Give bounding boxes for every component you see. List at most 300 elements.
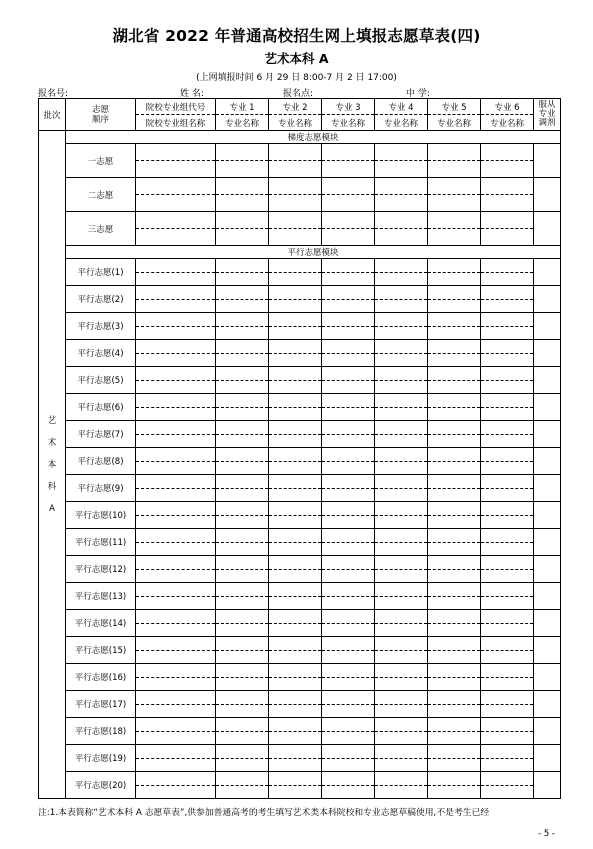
major-name-field[interactable]	[322, 542, 375, 556]
major-name-field[interactable]	[375, 380, 428, 394]
major-code-field[interactable]	[269, 556, 322, 570]
major-name-field[interactable]	[322, 272, 375, 286]
major-name-field[interactable]	[269, 542, 322, 556]
major-name-field[interactable]	[269, 785, 322, 799]
adjust-field[interactable]	[534, 340, 561, 367]
major-code-field[interactable]	[428, 772, 481, 786]
major-code-field[interactable]	[216, 529, 269, 543]
major-name-field[interactable]	[375, 272, 428, 286]
major-name-field[interactable]	[481, 758, 534, 772]
group-code-field[interactable]	[136, 313, 216, 327]
major-code-field[interactable]	[269, 529, 322, 543]
major-name-field[interactable]	[428, 434, 481, 448]
group-code-field[interactable]	[136, 212, 216, 229]
major-code-field[interactable]	[269, 313, 322, 327]
major-name-field[interactable]	[375, 299, 428, 313]
major-name-field[interactable]	[216, 623, 269, 637]
major-code-field[interactable]	[216, 475, 269, 489]
adjust-field[interactable]	[534, 637, 561, 664]
major-code-field[interactable]	[269, 286, 322, 300]
major-name-field[interactable]	[481, 299, 534, 313]
group-code-field[interactable]	[136, 502, 216, 516]
group-name-field[interactable]	[136, 758, 216, 772]
major-code-field[interactable]	[322, 664, 375, 678]
group-name-field[interactable]	[136, 650, 216, 664]
major-name-field[interactable]	[375, 515, 428, 529]
group-name-field[interactable]	[136, 195, 216, 212]
major-name-field[interactable]	[428, 785, 481, 799]
major-code-field[interactable]	[269, 448, 322, 462]
major-name-field[interactable]	[481, 542, 534, 556]
major-name-field[interactable]	[216, 704, 269, 718]
major-name-field[interactable]	[428, 461, 481, 475]
group-name-field[interactable]	[136, 623, 216, 637]
major-name-field[interactable]	[428, 569, 481, 583]
major-name-field[interactable]	[269, 650, 322, 664]
major-code-field[interactable]	[269, 772, 322, 786]
adjust-field[interactable]	[534, 448, 561, 475]
group-code-field[interactable]	[136, 340, 216, 354]
major-name-field[interactable]	[428, 677, 481, 691]
adjust-field[interactable]	[534, 691, 561, 718]
major-code-field[interactable]	[322, 637, 375, 651]
group-name-field[interactable]	[136, 596, 216, 610]
major-code-field[interactable]	[481, 718, 534, 732]
major-name-field[interactable]	[216, 542, 269, 556]
major-code-field[interactable]	[481, 610, 534, 624]
major-code-field[interactable]	[322, 718, 375, 732]
major-code-field[interactable]	[322, 178, 375, 195]
major-name-field[interactable]	[428, 407, 481, 421]
major-name-field[interactable]	[216, 195, 269, 212]
major-code-field[interactable]	[322, 259, 375, 273]
major-name-field[interactable]	[269, 731, 322, 745]
major-name-field[interactable]	[428, 195, 481, 212]
major-code-field[interactable]	[216, 610, 269, 624]
major-name-field[interactable]	[428, 623, 481, 637]
major-name-field[interactable]	[428, 542, 481, 556]
major-name-field[interactable]	[269, 326, 322, 340]
major-code-field[interactable]	[481, 313, 534, 327]
major-code-field[interactable]	[216, 394, 269, 408]
group-code-field[interactable]	[136, 367, 216, 381]
major-code-field[interactable]	[375, 664, 428, 678]
major-name-field[interactable]	[375, 731, 428, 745]
adjust-field[interactable]	[534, 212, 561, 246]
major-code-field[interactable]	[216, 583, 269, 597]
major-name-field[interactable]	[428, 650, 481, 664]
major-code-field[interactable]	[481, 212, 534, 229]
major-name-field[interactable]	[216, 326, 269, 340]
adjust-field[interactable]	[534, 144, 561, 178]
major-code-field[interactable]	[216, 144, 269, 161]
major-code-field[interactable]	[481, 556, 534, 570]
major-code-field[interactable]	[216, 502, 269, 516]
major-code-field[interactable]	[269, 691, 322, 705]
major-code-field[interactable]	[481, 664, 534, 678]
adjust-field[interactable]	[534, 502, 561, 529]
major-code-field[interactable]	[375, 475, 428, 489]
group-name-field[interactable]	[136, 434, 216, 448]
major-name-field[interactable]	[269, 353, 322, 367]
group-name-field[interactable]	[136, 380, 216, 394]
major-code-field[interactable]	[375, 367, 428, 381]
major-name-field[interactable]	[481, 461, 534, 475]
major-name-field[interactable]	[322, 623, 375, 637]
major-name-field[interactable]	[269, 195, 322, 212]
major-code-field[interactable]	[481, 286, 534, 300]
major-code-field[interactable]	[375, 772, 428, 786]
major-name-field[interactable]	[375, 326, 428, 340]
major-code-field[interactable]	[481, 367, 534, 381]
major-name-field[interactable]	[269, 407, 322, 421]
major-name-field[interactable]	[375, 195, 428, 212]
major-code-field[interactable]	[481, 475, 534, 489]
major-name-field[interactable]	[428, 353, 481, 367]
major-name-field[interactable]	[269, 758, 322, 772]
major-code-field[interactable]	[269, 367, 322, 381]
major-name-field[interactable]	[481, 407, 534, 421]
major-name-field[interactable]	[375, 596, 428, 610]
major-code-field[interactable]	[481, 772, 534, 786]
major-code-field[interactable]	[428, 475, 481, 489]
group-name-field[interactable]	[136, 542, 216, 556]
major-code-field[interactable]	[481, 259, 534, 273]
major-code-field[interactable]	[322, 529, 375, 543]
major-code-field[interactable]	[322, 745, 375, 759]
major-code-field[interactable]	[216, 259, 269, 273]
major-code-field[interactable]	[428, 144, 481, 161]
major-code-field[interactable]	[428, 556, 481, 570]
major-code-field[interactable]	[322, 286, 375, 300]
major-code-field[interactable]	[269, 178, 322, 195]
group-code-field[interactable]	[136, 475, 216, 489]
adjust-field[interactable]	[534, 286, 561, 313]
major-name-field[interactable]	[269, 515, 322, 529]
major-name-field[interactable]	[322, 650, 375, 664]
major-code-field[interactable]	[428, 259, 481, 273]
major-name-field[interactable]	[269, 623, 322, 637]
major-name-field[interactable]	[216, 731, 269, 745]
group-code-field[interactable]	[136, 529, 216, 543]
major-name-field[interactable]	[322, 461, 375, 475]
major-name-field[interactable]	[428, 272, 481, 286]
major-name-field[interactable]	[216, 677, 269, 691]
major-name-field[interactable]	[216, 407, 269, 421]
major-name-field[interactable]	[375, 677, 428, 691]
major-name-field[interactable]	[428, 515, 481, 529]
major-name-field[interactable]	[216, 434, 269, 448]
group-name-field[interactable]	[136, 461, 216, 475]
major-code-field[interactable]	[375, 745, 428, 759]
major-code-field[interactable]	[216, 212, 269, 229]
adjust-field[interactable]	[534, 421, 561, 448]
major-code-field[interactable]	[216, 367, 269, 381]
major-code-field[interactable]	[481, 637, 534, 651]
major-name-field[interactable]	[481, 161, 534, 178]
group-code-field[interactable]	[136, 772, 216, 786]
major-code-field[interactable]	[269, 718, 322, 732]
major-code-field[interactable]	[322, 367, 375, 381]
major-name-field[interactable]	[481, 272, 534, 286]
major-name-field[interactable]	[322, 785, 375, 799]
major-name-field[interactable]	[322, 380, 375, 394]
major-name-field[interactable]	[269, 380, 322, 394]
adjust-field[interactable]	[534, 475, 561, 502]
major-name-field[interactable]	[322, 326, 375, 340]
major-name-field[interactable]	[322, 488, 375, 502]
major-name-field[interactable]	[322, 299, 375, 313]
major-code-field[interactable]	[269, 421, 322, 435]
major-code-field[interactable]	[269, 212, 322, 229]
major-name-field[interactable]	[481, 353, 534, 367]
group-name-field[interactable]	[136, 353, 216, 367]
major-code-field[interactable]	[481, 502, 534, 516]
major-code-field[interactable]	[375, 259, 428, 273]
group-code-field[interactable]	[136, 745, 216, 759]
major-code-field[interactable]	[428, 745, 481, 759]
major-code-field[interactable]	[322, 421, 375, 435]
major-code-field[interactable]	[216, 664, 269, 678]
major-name-field[interactable]	[428, 380, 481, 394]
major-code-field[interactable]	[322, 340, 375, 354]
major-name-field[interactable]	[216, 461, 269, 475]
major-code-field[interactable]	[375, 212, 428, 229]
major-code-field[interactable]	[375, 691, 428, 705]
major-code-field[interactable]	[375, 718, 428, 732]
major-code-field[interactable]	[322, 556, 375, 570]
major-name-field[interactable]	[269, 704, 322, 718]
group-name-field[interactable]	[136, 731, 216, 745]
major-name-field[interactable]	[216, 785, 269, 799]
major-code-field[interactable]	[269, 637, 322, 651]
major-code-field[interactable]	[375, 610, 428, 624]
major-code-field[interactable]	[322, 212, 375, 229]
group-name-field[interactable]	[136, 677, 216, 691]
adjust-field[interactable]	[534, 772, 561, 799]
group-code-field[interactable]	[136, 637, 216, 651]
major-code-field[interactable]	[269, 502, 322, 516]
major-code-field[interactable]	[269, 664, 322, 678]
adjust-field[interactable]	[534, 556, 561, 583]
group-code-field[interactable]	[136, 610, 216, 624]
major-code-field[interactable]	[428, 313, 481, 327]
major-name-field[interactable]	[481, 596, 534, 610]
major-code-field[interactable]	[322, 502, 375, 516]
major-code-field[interactable]	[269, 610, 322, 624]
major-code-field[interactable]	[375, 144, 428, 161]
major-code-field[interactable]	[428, 583, 481, 597]
adjust-field[interactable]	[534, 367, 561, 394]
major-name-field[interactable]	[322, 407, 375, 421]
major-code-field[interactable]	[269, 144, 322, 161]
group-code-field[interactable]	[136, 394, 216, 408]
major-code-field[interactable]	[428, 610, 481, 624]
major-name-field[interactable]	[322, 731, 375, 745]
major-code-field[interactable]	[216, 637, 269, 651]
major-name-field[interactable]	[481, 650, 534, 664]
major-name-field[interactable]	[428, 758, 481, 772]
major-name-field[interactable]	[481, 569, 534, 583]
major-code-field[interactable]	[481, 178, 534, 195]
major-code-field[interactable]	[375, 502, 428, 516]
major-name-field[interactable]	[322, 353, 375, 367]
group-code-field[interactable]	[136, 691, 216, 705]
major-code-field[interactable]	[481, 745, 534, 759]
group-name-field[interactable]	[136, 229, 216, 246]
major-code-field[interactable]	[481, 583, 534, 597]
major-name-field[interactable]	[428, 161, 481, 178]
major-code-field[interactable]	[481, 394, 534, 408]
major-name-field[interactable]	[322, 758, 375, 772]
major-name-field[interactable]	[375, 569, 428, 583]
adjust-field[interactable]	[534, 745, 561, 772]
major-code-field[interactable]	[216, 313, 269, 327]
major-name-field[interactable]	[428, 229, 481, 246]
major-code-field[interactable]	[322, 772, 375, 786]
group-name-field[interactable]	[136, 515, 216, 529]
major-code-field[interactable]	[375, 286, 428, 300]
major-code-field[interactable]	[269, 745, 322, 759]
major-code-field[interactable]	[428, 340, 481, 354]
major-code-field[interactable]	[375, 421, 428, 435]
major-code-field[interactable]	[428, 448, 481, 462]
major-code-field[interactable]	[216, 745, 269, 759]
major-name-field[interactable]	[481, 704, 534, 718]
major-code-field[interactable]	[375, 340, 428, 354]
major-code-field[interactable]	[428, 421, 481, 435]
major-code-field[interactable]	[216, 691, 269, 705]
major-name-field[interactable]	[428, 299, 481, 313]
major-code-field[interactable]	[322, 394, 375, 408]
major-code-field[interactable]	[269, 475, 322, 489]
group-code-field[interactable]	[136, 144, 216, 161]
major-name-field[interactable]	[375, 488, 428, 502]
major-name-field[interactable]	[322, 195, 375, 212]
major-name-field[interactable]	[375, 161, 428, 178]
group-name-field[interactable]	[136, 326, 216, 340]
major-name-field[interactable]	[269, 596, 322, 610]
major-name-field[interactable]	[428, 488, 481, 502]
major-name-field[interactable]	[481, 434, 534, 448]
group-code-field[interactable]	[136, 664, 216, 678]
major-code-field[interactable]	[269, 583, 322, 597]
major-code-field[interactable]	[375, 394, 428, 408]
major-name-field[interactable]	[216, 569, 269, 583]
group-name-field[interactable]	[136, 488, 216, 502]
group-name-field[interactable]	[136, 161, 216, 178]
major-name-field[interactable]	[322, 596, 375, 610]
major-name-field[interactable]	[216, 758, 269, 772]
major-name-field[interactable]	[216, 353, 269, 367]
major-code-field[interactable]	[216, 772, 269, 786]
major-name-field[interactable]	[481, 731, 534, 745]
major-code-field[interactable]	[428, 367, 481, 381]
major-name-field[interactable]	[322, 434, 375, 448]
major-code-field[interactable]	[428, 178, 481, 195]
major-name-field[interactable]	[269, 229, 322, 246]
adjust-field[interactable]	[534, 394, 561, 421]
major-code-field[interactable]	[481, 529, 534, 543]
major-name-field[interactable]	[269, 299, 322, 313]
major-code-field[interactable]	[428, 637, 481, 651]
major-code-field[interactable]	[375, 556, 428, 570]
major-code-field[interactable]	[322, 448, 375, 462]
major-name-field[interactable]	[375, 461, 428, 475]
major-name-field[interactable]	[375, 650, 428, 664]
major-name-field[interactable]	[269, 569, 322, 583]
major-code-field[interactable]	[322, 691, 375, 705]
group-code-field[interactable]	[136, 286, 216, 300]
group-name-field[interactable]	[136, 407, 216, 421]
major-code-field[interactable]	[216, 286, 269, 300]
major-code-field[interactable]	[375, 313, 428, 327]
major-code-field[interactable]	[428, 502, 481, 516]
group-code-field[interactable]	[136, 421, 216, 435]
major-code-field[interactable]	[481, 691, 534, 705]
major-name-field[interactable]	[481, 677, 534, 691]
major-code-field[interactable]	[269, 394, 322, 408]
group-name-field[interactable]	[136, 785, 216, 799]
group-name-field[interactable]	[136, 704, 216, 718]
major-code-field[interactable]	[428, 664, 481, 678]
adjust-field[interactable]	[534, 259, 561, 286]
major-name-field[interactable]	[481, 380, 534, 394]
major-name-field[interactable]	[322, 569, 375, 583]
major-name-field[interactable]	[322, 515, 375, 529]
major-name-field[interactable]	[375, 407, 428, 421]
group-code-field[interactable]	[136, 178, 216, 195]
adjust-field[interactable]	[534, 583, 561, 610]
major-code-field[interactable]	[216, 556, 269, 570]
major-name-field[interactable]	[481, 488, 534, 502]
major-name-field[interactable]	[322, 161, 375, 178]
major-name-field[interactable]	[481, 785, 534, 799]
major-code-field[interactable]	[375, 529, 428, 543]
major-code-field[interactable]	[428, 394, 481, 408]
major-code-field[interactable]	[216, 448, 269, 462]
major-name-field[interactable]	[481, 195, 534, 212]
major-name-field[interactable]	[216, 272, 269, 286]
major-name-field[interactable]	[216, 229, 269, 246]
major-code-field[interactable]	[481, 340, 534, 354]
major-code-field[interactable]	[322, 144, 375, 161]
adjust-field[interactable]	[534, 178, 561, 212]
major-name-field[interactable]	[269, 272, 322, 286]
major-code-field[interactable]	[428, 286, 481, 300]
major-name-field[interactable]	[216, 650, 269, 664]
group-code-field[interactable]	[136, 718, 216, 732]
major-code-field[interactable]	[216, 421, 269, 435]
major-name-field[interactable]	[481, 515, 534, 529]
major-name-field[interactable]	[269, 461, 322, 475]
major-name-field[interactable]	[375, 785, 428, 799]
major-code-field[interactable]	[216, 340, 269, 354]
adjust-field[interactable]	[534, 610, 561, 637]
major-name-field[interactable]	[216, 515, 269, 529]
major-name-field[interactable]	[375, 434, 428, 448]
major-code-field[interactable]	[428, 691, 481, 705]
major-code-field[interactable]	[481, 421, 534, 435]
adjust-field[interactable]	[534, 664, 561, 691]
group-name-field[interactable]	[136, 272, 216, 286]
group-code-field[interactable]	[136, 448, 216, 462]
major-code-field[interactable]	[322, 583, 375, 597]
major-code-field[interactable]	[481, 144, 534, 161]
group-code-field[interactable]	[136, 259, 216, 273]
adjust-field[interactable]	[534, 313, 561, 340]
major-name-field[interactable]	[481, 229, 534, 246]
